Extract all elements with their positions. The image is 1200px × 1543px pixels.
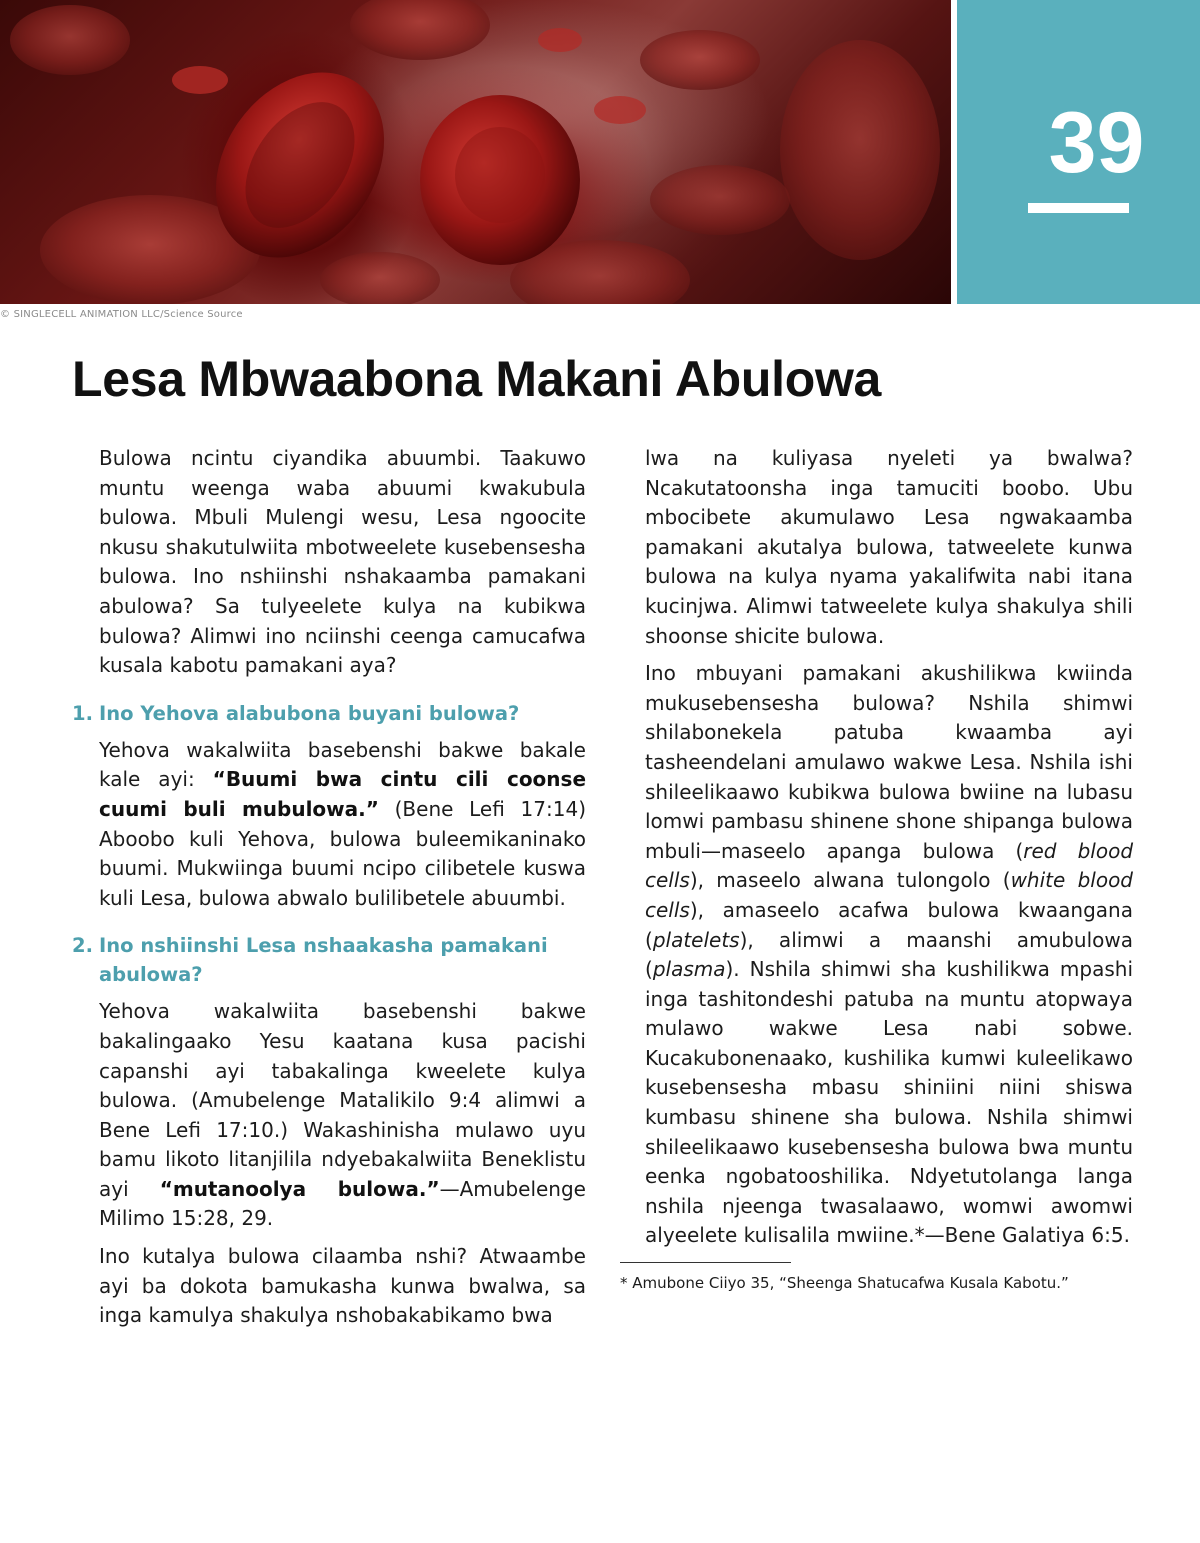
question-2-number: 2. (72, 934, 93, 958)
photo-credit: © SINGLECELL ANIMATION LLC/Science Source (0, 309, 243, 320)
left-column (72, 444, 586, 1339)
chapter-underline (1028, 203, 1129, 213)
chapter-badge (957, 0, 1200, 304)
question-1-text: Ino Yehova alabubona buyani bulowa? (99, 701, 520, 725)
hero-image-blood-cells (0, 0, 951, 304)
answer-1-text-a: Yehova wakalwiita basebenshi bakwe bakale kale ayi: (99, 737, 586, 792)
answer-1-paragraph (72, 736, 586, 914)
intro-paragraph: Bulowa ncintu ciyandika abuumbi. Taakuwo muntu weenga waba abuumi kwakubula bulowa. Mbuli Mulengi wesu, Lesa ngoocite nkusu shakutulwiita mbotweelete kusebensesha bulowa. Ino nshiinshi nshakaamba pamakani abulowa? Sa tulyeelete kulya na kubikwa bulowa? Alimwi ino nciinshi ceenga camucafwa kusala kabotu pamakani aya? (99, 446, 586, 678)
term-platelets: platelets (652, 927, 740, 952)
transfusion-paragraph (645, 659, 1133, 1251)
transfusion-text-a: Ino mbuyani pamakani akushilikwa kwiinda mukusebensesha bulowa? Nshila shimwi shilabonekela patuba kwaamba ayi tasheendelani amulawo wakwe Lesa. Nshila ishi shileelikaawo kubikwa bulowa bwiine na lubasu lomwi pambasu shinene shone shipanga bulowa mbuli—maseelo apanga bulowa ( (645, 661, 1133, 863)
transfusion-text-d: ), alimwi a maanshi amubulowa ( (645, 927, 1133, 982)
question-2-text: Ino nshiinshi Lesa nshaakasha pamakani abulowa? (99, 934, 548, 987)
term-white-blood-cells: white blood cells (645, 868, 1133, 922)
footnote-divider (620, 1262, 791, 1263)
footnote: * Amubone Ciiyo 35, “Sheenga Shatucafwa Kusala Kabotu.” (620, 1274, 1069, 1292)
answer-2-quote: “mutanoolya bulowa.” (159, 1176, 440, 1201)
right-column (645, 444, 1133, 1259)
transfusion-text-b: ), maseelo alwana tulongolo ( (689, 868, 1011, 893)
term-plasma: plasma (652, 957, 726, 982)
question-1-heading (72, 699, 586, 728)
question-2-heading (72, 931, 586, 989)
transfusion-text-e: ). Nshila shimwi sha kushilikwa mpashi inga tashitondeshi patuba na muntu atopwaya mulawo wakwe Lesa nabi sobwe. Kucakubonenaako, kushilika kumwi kuleelikawo kusebensesha mbasu shiniini niini shiswa kumbasu shinene sha bulowa. Nshila shimwi shileelikaawo kusebensesha bulowa bwa muntu eenka ngobatooshilika. Ndyetutolanga langa nshila njeenga twasalaawo, womwi awomwi alyeelete kulisalila mwiine.*—Bene Galatiya 6:5. (645, 957, 1133, 1248)
chapter-number: 39 (1048, 95, 1145, 191)
question-1-number: 1. (72, 701, 93, 725)
answer-2-text-a: Yehova wakalwiita basebenshi bakwe bakalingaako Yesu kaatana kusa pacishi capanshi ayi tabakalinga kweelete kulya bulowa. (Amubelenge Matalikilo 9:4 alimwi a Bene Lefi 17:10.) Wakashinisha mulawo uyu bamu likoto litanjilila ndyebakalwiita Beneklistu ayi (99, 999, 586, 1201)
answer-2-paragraph-2-end: lwa na kuliyasa nyeleti ya bwalwa? Ncakutatoonsha inga tamuciti boobo. Ubu mbocibete akumulawo Lesa ngwakaamba pamakani akutalya bulowa, tatweelete kunwa bulowa na kulya nyama yakalifwita nabi itana kucinjwa. Alimwi tatweelete kulya shakulya shili shoonse shicite bulowa. (645, 446, 1133, 648)
answer-2-paragraph-2-start: Ino kutalya bulowa cilaamba nshi? Atwaambe ayi ba dokota bamukasha kunwa bwalwa, sa inga kamulya shakulya nshobakabikamo bwa (99, 1244, 586, 1328)
term-red-blood-cells: red blood cells (645, 838, 1134, 893)
blood-cells-illustration (0, 0, 951, 304)
transfusion-text-c: ), amaseelo acafwa bulowa kwaangana ( (645, 897, 1133, 952)
answer-1-text-b: (Bene Lefi 17:14) Aboobo kuli Yehova, bulowa buleemikaninako buumi. Mukwiinga buumi ncipo cilibetele kuswa kuli Lesa, bulowa abwalo bulilibetele abuumbi. (99, 796, 586, 910)
page-title: Lesa Mbwaabona Makani Abulowa (72, 351, 882, 407)
answer-2-paragraph (72, 997, 586, 1234)
answer-1-quote: “Buumi bwa cintu cili coonse cuumi buli mubulowa.” (99, 767, 587, 821)
answer-2-text-b: —Amubelenge Milimo 15:28, 29. (99, 1176, 586, 1231)
